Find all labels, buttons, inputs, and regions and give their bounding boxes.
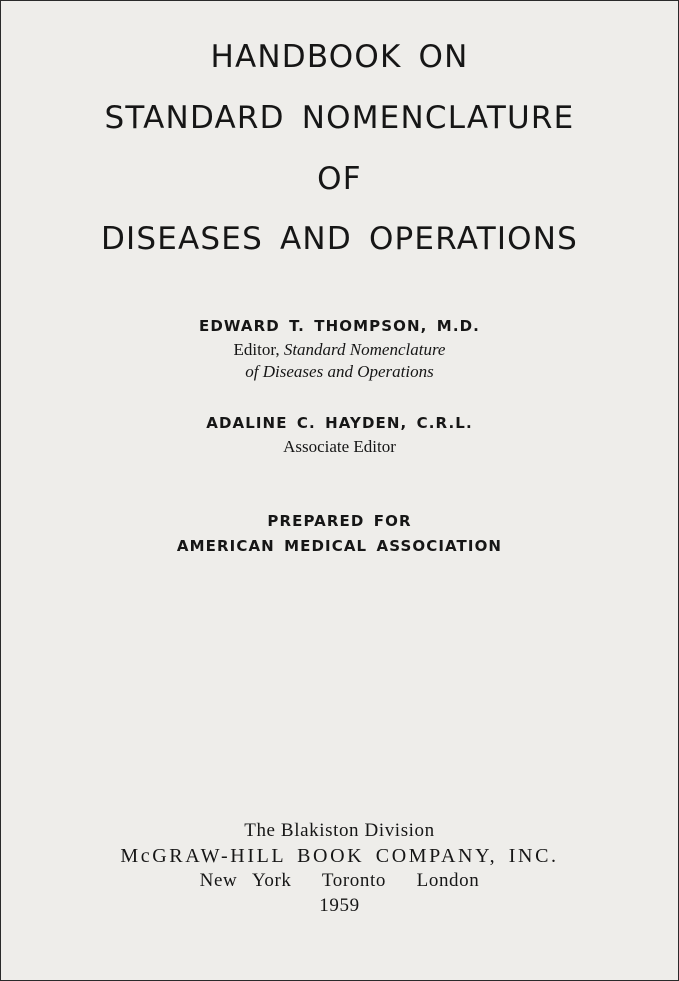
title-line-4: DISEASES AND OPERATIONS xyxy=(100,221,579,257)
editor-name: EDWARD T. THOMPSON, M.D. xyxy=(199,317,480,335)
associate-editor-role: Associate Editor xyxy=(283,437,396,456)
editor-role-prefix: Editor, xyxy=(233,340,284,359)
editor-role-line2: of Diseases and Operations xyxy=(245,362,434,381)
title-line-1: HANDBOOK ON xyxy=(210,39,469,75)
imprint-division: The Blakiston Division xyxy=(244,820,435,841)
imprint-cities: New York Toronto London xyxy=(199,870,480,891)
imprint-publisher: McGRAW-HILL BOOK COMPANY, INC. xyxy=(120,845,559,867)
editor-role xyxy=(1,339,678,361)
editor-role-title: Standard Nomenclature xyxy=(283,340,446,359)
prepared-for-label: PREPARED FOR xyxy=(267,512,412,530)
prepared-for-organization: AMERICAN MEDICAL ASSOCIATION xyxy=(176,537,503,555)
imprint-year: 1959 xyxy=(319,895,360,916)
title-line-2: STANDARD NOMENCLATURE xyxy=(104,100,575,136)
title-line-3: OF xyxy=(317,161,362,197)
associate-editor-name: ADALINE C. HAYDEN, C.R.L. xyxy=(206,414,473,432)
